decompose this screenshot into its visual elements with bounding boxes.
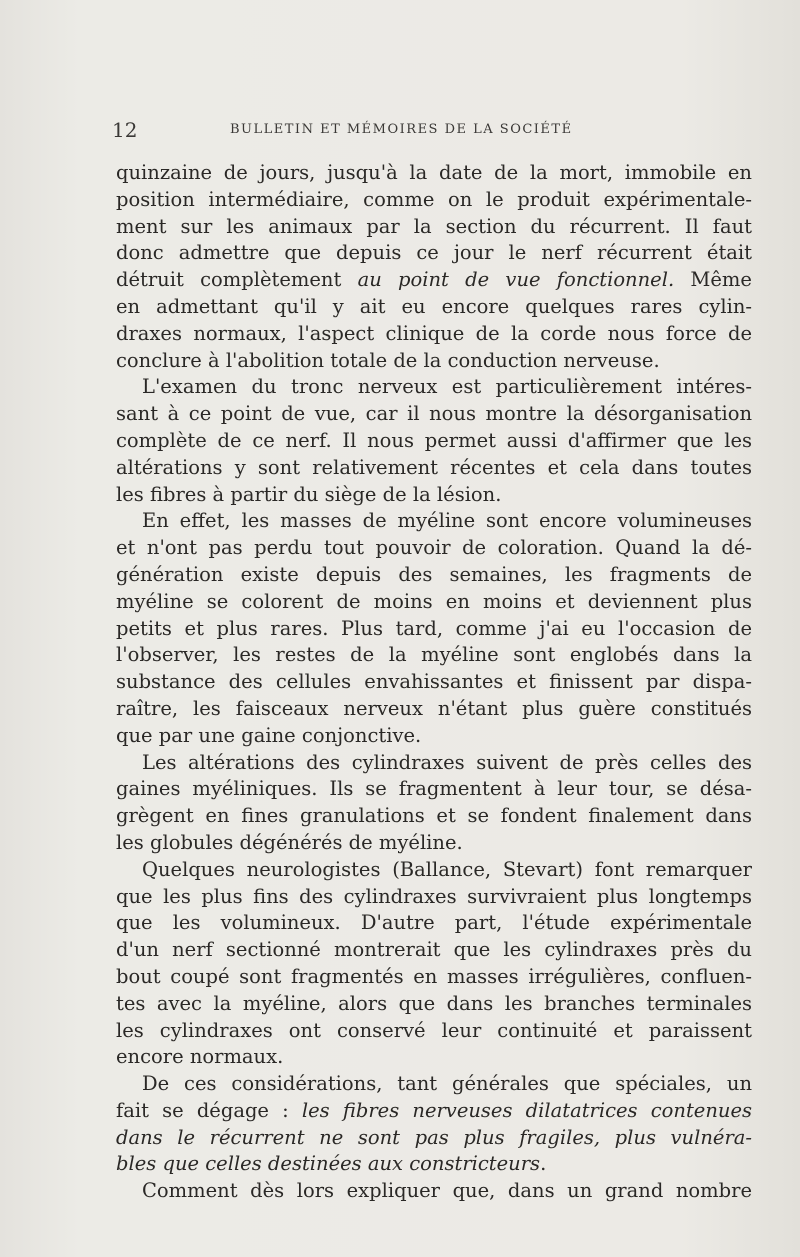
italic-text: les fibres nerveuses dilatatrices contenues [301, 1098, 752, 1122]
line-text: sant à ce point de vue, car il nous montre la désorganisation [116, 402, 752, 426]
line-text: . [540, 1152, 547, 1176]
line-text: altérations y sont relativement récentes et cela dans toutes [116, 455, 752, 479]
text-line [116, 294, 752, 321]
line-text: bout coupé sont fragmentés en masses irrégulières, confluen- [116, 964, 752, 988]
text-line [116, 508, 752, 535]
line-text: l'observer, les restes de la myéline sont englobés dans la [116, 643, 752, 667]
line-text: tes avec la myéline, alors que dans les branches terminales [116, 991, 752, 1015]
line-text: L'examen du tronc nerveux est particulièrement intéres- [142, 375, 752, 399]
line-text: De ces considérations, tant générales que spéciales, un [142, 1072, 752, 1096]
line-text: gaines myéliniques. Ils se fragmentent à leur tour, se désa- [116, 777, 752, 801]
text-line [116, 1071, 752, 1098]
text-line [116, 240, 752, 267]
italic-text: au point de vue fonctionnel. [357, 268, 675, 292]
line-text: quinzaine de jours, jusqu'à la date de la mort, immobile en [116, 161, 752, 184]
line-text: que les plus fins des cylindraxes survivraient plus longtemps [116, 884, 752, 908]
text-line [116, 1125, 752, 1152]
text-line [116, 374, 752, 401]
running-head: BULLETIN ET MÉMOIRES DE LA SOCIÉTÉ [230, 122, 573, 137]
line-text: ment sur les animaux par la section du récurrent. Il faut [116, 214, 752, 238]
line-text: Quelques neurologistes (Ballance, Stevart) font remarquer [142, 857, 752, 881]
line-text: Même [674, 268, 752, 292]
italic-text: dans le récurrent ne sont pas plus fragiles, plus vulnéra- [116, 1125, 752, 1149]
text-line [116, 803, 752, 830]
line-text: les cylindraxes ont conservé leur continuité et paraissent [116, 1018, 752, 1042]
text-line [116, 750, 752, 777]
line-text: draxes normaux, l'aspect clinique de la corde nous force de [116, 321, 752, 345]
line-text: fait se dégage : [116, 1098, 302, 1122]
text-line [116, 535, 752, 562]
line-text: encore normaux. [116, 1045, 284, 1069]
text-line [116, 1178, 752, 1205]
line-text: les fibres à partir du siège de la lésion. [116, 482, 502, 506]
text-line [116, 1151, 752, 1178]
text-line [116, 910, 752, 937]
body-text [116, 160, 752, 1205]
line-text: myéline se colorent de moins en moins et deviennent plus [116, 589, 752, 613]
page-header [112, 118, 752, 142]
text-line [116, 1098, 752, 1125]
text-line [116, 642, 752, 669]
text-line [116, 776, 752, 803]
line-text: Les altérations des cylindraxes suivent de près celles des [142, 750, 752, 774]
text-line [116, 321, 752, 348]
line-text: grègent en fines granulations et se fondent finalement dans [116, 804, 752, 828]
line-text: donc admettre que depuis ce jour le nerf récurrent était [116, 241, 752, 265]
line-text: raître, les faisceaux nerveux n'étant plus guère constitués [116, 696, 752, 720]
text-line [116, 991, 752, 1018]
text-line [116, 455, 752, 482]
text-line [116, 401, 752, 428]
text-line [116, 348, 752, 375]
text-line [116, 267, 752, 294]
text-line [116, 482, 752, 509]
line-text: et n'ont pas perdu tout pouvoir de coloration. Quand la dé- [116, 536, 752, 560]
line-text: position intermédiaire, comme on le produit expérimentale- [116, 187, 752, 211]
text-line [116, 160, 752, 187]
line-text: substance des cellules envahissantes et finissent par dispa- [116, 670, 752, 694]
text-line [116, 723, 752, 750]
line-text: conclure à l'abolition totale de la conduction nerveuse. [116, 348, 660, 372]
line-text: d'un nerf sectionné montrerait que les cylindraxes près du [116, 938, 752, 962]
line-text: Comment dès lors expliquer que, dans un grand nombre [142, 1179, 752, 1203]
line-text: génération existe depuis des semaines, les fragments de [116, 562, 752, 586]
line-text: complète de ce nerf. Il nous permet aussi d'affirmer que les [116, 428, 752, 452]
text-line [116, 1018, 752, 1045]
text-line [116, 589, 752, 616]
line-text: en admettant qu'il y ait eu encore quelques rares cylin- [116, 294, 752, 318]
line-text: les globules dégénérés de myéline. [116, 830, 463, 854]
text-line [116, 830, 752, 857]
text-line [116, 214, 752, 241]
text-line [116, 616, 752, 643]
text-line [116, 937, 752, 964]
page-number: 12 [112, 118, 138, 142]
italic-text: bles que celles destinées aux constricteurs [116, 1152, 541, 1176]
text-line [116, 428, 752, 455]
line-text: En effet, les masses de myéline sont encore volumineuses [142, 509, 752, 533]
text-line [116, 187, 752, 214]
text-line [116, 669, 752, 696]
line-text: petits et plus rares. Plus tard, comme j'ai eu l'occasion de [116, 616, 752, 640]
text-line [116, 696, 752, 723]
text-line [116, 964, 752, 991]
line-text: que les volumineux. D'autre part, l'étude expérimentale [116, 911, 752, 935]
text-line [116, 884, 752, 911]
line-text: que par une gaine conjonctive. [116, 723, 422, 747]
text-line [116, 1044, 752, 1071]
line-text: détruit complètement [116, 268, 358, 292]
text-line [116, 857, 752, 884]
text-line [116, 562, 752, 589]
